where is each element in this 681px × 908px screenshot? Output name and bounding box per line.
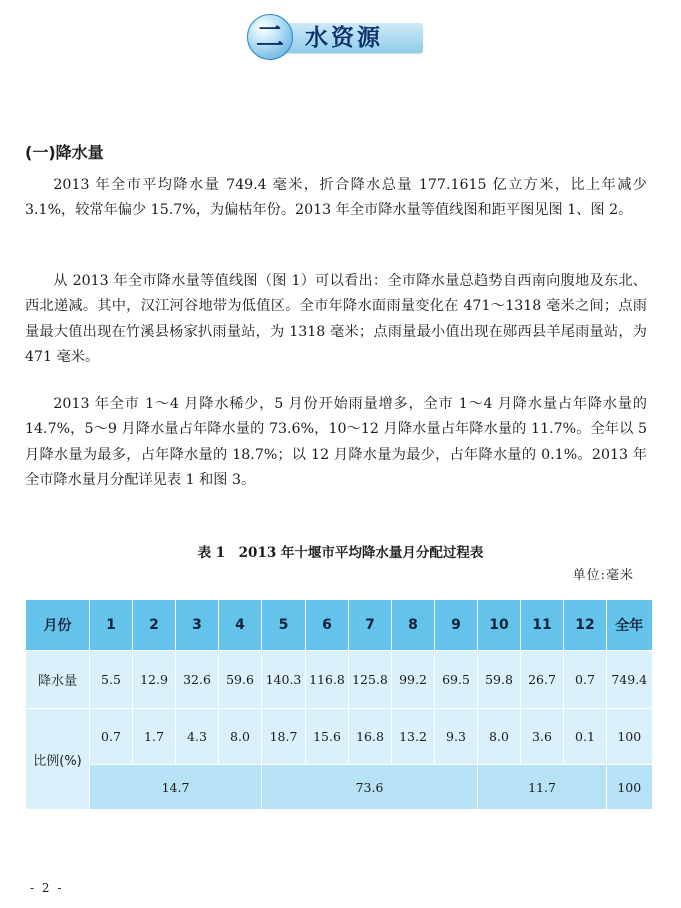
table-cell: 3.6 [521, 709, 564, 765]
row-label: 比例(%) [26, 709, 90, 810]
table-cell: 100 [607, 709, 652, 765]
table-cell: 4.3 [176, 709, 219, 765]
paragraph-text: 从 2013 年全市降水量等值线图（图 1）可以看出：全市降水量总趋势自西南向腹地及东北、西北递减。其中，汉江河谷地带为低值区。全市年降水面雨量变化在 471～1318 毫米之间；点雨量最大值出现在竹溪县杨家扒雨量站，为 1318 毫米；点雨量最小值出现在郧西县羊尾雨量站，为 471 毫米。 [25, 273, 647, 366]
table-cell: 0.1 [564, 709, 607, 765]
table-row-ratio-groups [26, 765, 652, 810]
row-label: 降水量 [26, 651, 90, 709]
header-cell: 月份 [26, 600, 90, 651]
page-number: - 2 - [30, 881, 64, 895]
rainfall-table [25, 599, 652, 809]
table-caption: 表 1 2013 年十堰市平均降水量月分配过程表 [197, 545, 484, 561]
table-cell: 32.6 [176, 651, 219, 709]
table-cell: 1.7 [133, 709, 176, 765]
table-header-row [26, 600, 652, 651]
table-cell: 749.4 [607, 651, 652, 709]
header-cell: 9 [435, 600, 478, 651]
chapter-header [247, 14, 423, 60]
table-cell: 0.7 [564, 651, 607, 709]
chapter-number-badge: 二 [247, 14, 293, 60]
header-cell: 8 [392, 600, 435, 651]
header-cell: 5 [262, 600, 306, 651]
table-cell: 0.7 [90, 709, 133, 765]
paragraph-1 [25, 173, 647, 224]
table-cell: 16.8 [349, 709, 392, 765]
group-cell-oct-dec: 11.7 [478, 765, 607, 810]
paragraph-text: 2013 年全市 1～4 月降水稀少，5 月份开始雨量增多，全市 1～4 月降水量占年降水量的 14.7%，5～9 月降水量占年降水量的 73.6%，10～12 月降水量占年降水量的 11.7%。全年以 5 月降水量为最多，占年降水量的 18.7%；以 12 月降水量为最少，占年降水量的 0.1%。2013 年全市降水量月分配详见表 1 和图 3。 [25, 396, 647, 489]
header-cell: 6 [306, 600, 349, 651]
header-cell: 7 [349, 600, 392, 651]
header-cell: 4 [219, 600, 262, 651]
group-cell-may-sep: 73.6 [262, 765, 478, 810]
header-cell: 10 [478, 600, 521, 651]
group-cell-jan-apr: 14.7 [90, 765, 262, 810]
table-cell: 140.3 [262, 651, 306, 709]
table-cell: 8.0 [219, 709, 262, 765]
table-cell: 125.8 [349, 651, 392, 709]
table-cell: 59.8 [478, 651, 521, 709]
header-cell: 1 [90, 600, 133, 651]
table-cell: 18.7 [262, 709, 306, 765]
chapter-title: 水资源 [305, 25, 383, 51]
header-cell: 全年 [607, 600, 652, 651]
table-cell: 26.7 [521, 651, 564, 709]
table-cell: 13.2 [392, 709, 435, 765]
paragraph-3 [25, 392, 647, 494]
section-heading: (一)降水量 [25, 143, 104, 162]
table-cell: 8.0 [478, 709, 521, 765]
header-cell: 3 [176, 600, 219, 651]
table-row-ratio [26, 709, 652, 765]
table-cell: 12.9 [133, 651, 176, 709]
table-row-rainfall [26, 651, 652, 709]
table-cell: 59.6 [219, 651, 262, 709]
header-cell: 12 [564, 600, 607, 651]
table-cell: 5.5 [90, 651, 133, 709]
paragraph-2 [25, 269, 647, 371]
header-cell: 11 [521, 600, 564, 651]
paragraph-text: 2013 年全市平均降水量 749.4 毫米，折合降水总量 177.1615 亿立方米，比上年减少 3.1%，较常年偏少 15.7%，为偏枯年份。2013 年全市降水量等值线图和距平图见图 1、图 2。 [25, 177, 647, 219]
table-cell: 15.6 [306, 709, 349, 765]
table-cell: 9.3 [435, 709, 478, 765]
header-cell: 2 [133, 600, 176, 651]
table-cell: 116.8 [306, 651, 349, 709]
table-unit: 单位:毫米 [572, 568, 634, 583]
group-cell-total: 100 [607, 765, 652, 810]
table-cell: 69.5 [435, 651, 478, 709]
table-cell: 99.2 [392, 651, 435, 709]
